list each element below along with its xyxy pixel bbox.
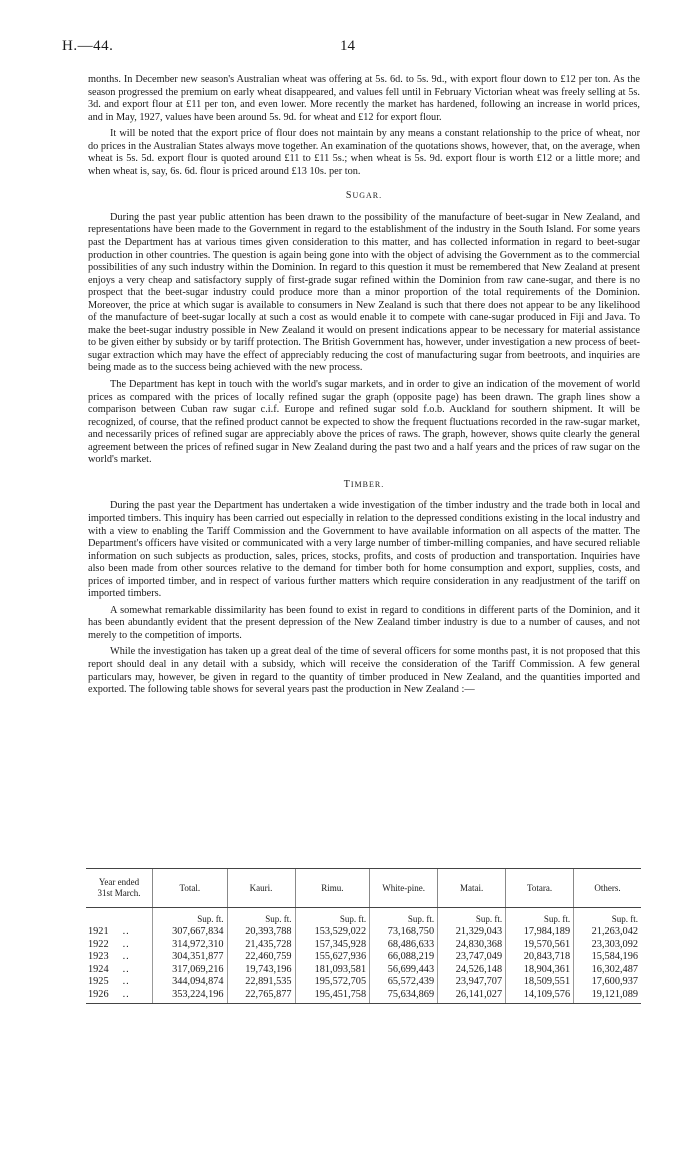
total-cell: 304,351,877 [153,951,228,964]
others-cell: 15,584,196 [574,951,641,964]
unit-label: Sup. ft. [227,908,295,927]
year-cell: 1922 [88,938,109,950]
table-row: 1924 .. 317,069,216 19,743,196 181,093,581 56,699,443 24,526,148 18,904,361 16,302,487 [86,964,641,977]
header-total: Total. [153,869,228,908]
totara-cell: 18,509,551 [506,976,574,989]
units-row [86,908,641,927]
others-cell: 17,600,937 [574,976,641,989]
unit-label: Sup. ft. [370,908,438,927]
totara-cell: 19,570,561 [506,939,574,952]
total-cell: 314,972,310 [153,939,228,952]
header-others: Others. [574,869,641,908]
white-pine-cell: 66,088,219 [370,951,438,964]
table-row: 1925 .. 344,094,874 22,891,535 195,572,705 65,572,439 23,947,707 18,509,551 17,600,937 [86,976,641,989]
year-cell: 1925 [88,976,109,987]
kauri-cell: 19,743,196 [227,964,295,977]
unit-label: Sup. ft. [153,908,228,927]
report-body [88,74,640,701]
total-cell: 317,069,216 [153,964,228,977]
rimu-cell: 181,093,581 [295,964,370,977]
section-title-sugar: SUGAR. [345,190,383,202]
header-totara: Totara. [506,869,574,908]
others-cell: 23,303,092 [574,939,641,952]
matai-cell: 24,526,148 [438,964,506,977]
rimu-cell: 195,572,705 [295,976,370,989]
table-header-row [86,869,641,908]
page-number: 14 [340,38,355,54]
year-cell: 1926 [88,988,109,1000]
table-row: 1926 .. 353,224,196 22,765,877 195,451,758 75,634,869 26,141,027 14,109,576 19,121,089 [86,989,641,1004]
total-cell: 307,667,834 [153,926,228,939]
unit-label: Sup. ft. [295,908,370,927]
kauri-cell: 22,460,759 [227,951,295,964]
matai-cell: 23,747,049 [438,951,506,964]
paragraph-sugar-markets: The Department has kept in touch with the world's sugar markets, and in order to give an indication of the movement of world prices as compared with the prices of locally refined sugar the graph (opposite page) has been drawn. The graph lines show a comparison between Cuban raw sugar c.i.f. Europe and refined sugar sold f.o.b. Auckland for southern shipment. It will be recognized, of course, that the refined product cannot be expected to show the frequent fluctuations recorded in the raw-sugar market, and necessarily prices of refined sugar are appreciably above the prices of raws. The graph, however, shows quite clearly the general agreement between the prices of refined sugar in New Zealand during the past two and a half years and the prices of raw sugar on the world's market. [88,379,640,466]
rimu-cell: 153,529,022 [295,926,370,939]
section-title-timber: TIMBER. [343,478,385,490]
paragraph-wheat-prices: months. In December new season's Australian wheat was offering at 5s. 6d. to 5s. 9d., with export flour down to £12 per ton. As the season progressed the premium on early wheat disappeared, and values fell until in February Victorian wheat was freely selling at 5s. 3d. and export flour at £11 per ton, and even lower. More recently the market has hardened, following an increase in world prices, and in May, 1927, values have been around 5s. 9d. for wheat and £12 for export flour. [88,74,640,123]
others-cell: 16,302,487 [574,964,641,977]
matai-cell: 21,329,043 [438,926,506,939]
white-pine-cell: 68,486,633 [370,939,438,952]
white-pine-cell: 75,634,869 [370,989,438,1004]
year-cell: 1924 [88,963,109,975]
header-matai: Matai. [438,869,506,908]
matai-cell: 26,141,027 [438,989,506,1004]
header-year: Year ended 31st March. [86,869,153,908]
others-cell: 21,263,042 [574,926,641,939]
rimu-cell: 195,451,758 [295,989,370,1004]
table-row: 1923 .. 304,351,877 22,460,759 155,627,936 66,088,219 23,747,049 20,843,718 15,584,196 [86,951,641,964]
rimu-cell: 155,627,936 [295,951,370,964]
white-pine-cell: 73,168,750 [370,926,438,939]
total-cell: 353,224,196 [153,989,228,1004]
header-kauri: Kauri. [227,869,295,908]
year-cell: 1923 [88,951,109,962]
white-pine-cell: 65,572,439 [370,976,438,989]
header-white-pine: White-pine. [370,869,438,908]
matai-cell: 24,830,368 [438,939,506,952]
timber-production-table [86,868,641,1004]
paragraph-sugar-beet: During the past year public attention has been drawn to the possibility of the manufacture of beet-sugar in New Zealand, and representations have been made to the Government in regard to the establishment of the industry in the South Island. For some years past the Department has at various times given consideration to this matter, and has collected information in regard to beet-sugar production in other countries. The question is again being gone into with the object of advising the Government as to the commercial possibilities of any such industry within the Dominion. In regard to this question it must be remembered that New Zealand at present enjoys a very cheap and satisfactory supply of first-grade sugar refined within the Dominion from raw cane-sugar, and there is no prospect that the beet-sugar industry could produce more than a minor proportion of the total requirements of the Dominion. Moreover, the price at which sugar is available to consumers in New Zealand is such that there does not appear to be any likelihood of the manufacture of beet-sugar locally at such a cost as would enable it to compete with cane-sugar produced in Fiji and Java. To make the beet-sugar industry possible in New Zealand it would on present indications appear to be necessary for material assistance to be given either by subsidy or by tariff protection. The British Government has, however, under investigation a new process of beet-sugar extraction which may have the effect of appreciably reducing the cost of manufacturing sugar from beetroots, and inquiries are being made as to the success being achieved with the new process. [88,211,640,374]
year-cell: 1921 [88,926,109,937]
header-rimu: Rimu. [295,869,370,908]
page-header [62,38,642,62]
paragraph-timber-dissimilarity: A somewhat remarkable dissimilarity has been found to exist in regard to conditions in different parts of the Dominion, and it has been abundantly evident that the present depression of the New Zealand timber industry is due to a number of causes, and not merely to the competition of imports. [88,604,640,641]
paragraph-timber-investigation: During the past year the Department has undertaken a wide investigation of the timber industry and the trade both in local and imported timbers. This inquiry has been carried out especially in relation to the depressed conditions existing in the local industry and with a view to enabling the Tariff Commission and the Government to have available information on all aspects of the matter. The Department's officers have visited or communicated with a very large number of timber-milling companies, and have secured reliable information on such subjects as production, sales, prices, stocks, profits, and costs of production and transportation. Inquiries have also been made from other sources relative to the demand for timber both for home consumption and export, supplies, costs, and prices of imported timber, and in respect of various further matters which require consideration in any readjustment of the tariff on imported timbers. [88,500,640,600]
kauri-cell: 22,891,535 [227,976,295,989]
totara-cell: 14,109,576 [506,989,574,1004]
rimu-cell: 157,345,928 [295,939,370,952]
table-row: 1921 .. 307,667,834 20,393,788 153,529,022 73,168,750 21,329,043 17,984,189 21,263,042 [86,926,641,939]
unit-label: Sup. ft. [574,908,641,927]
kauri-cell: 21,435,728 [227,939,295,952]
kauri-cell: 20,393,788 [227,926,295,939]
total-cell: 344,094,874 [153,976,228,989]
unit-label: Sup. ft. [438,908,506,927]
paragraph-timber-table-intro: While the investigation has taken up a great deal of the time of several officers for some months past, it is not proposed that this report should deal in any detail with a subsidy, which will receive the consideration of the Tariff Commission. A few general particulars may, however, be given in regard to the quantity of timber produced in New Zealand, and the quantities imported and exported. The following table shows for several years past the production in New Zealand :— [88,646,640,696]
document-reference: H.—44. [62,38,114,54]
kauri-cell: 22,765,877 [227,989,295,1004]
matai-cell: 23,947,707 [438,976,506,989]
totara-cell: 17,984,189 [506,926,574,939]
totara-cell: 18,904,361 [506,964,574,977]
table-row: 1922 .. 314,972,310 21,435,728 157,345,928 68,486,633 24,830,368 19,570,561 23,303,092 [86,939,641,952]
unit-label: Sup. ft. [506,908,574,927]
others-cell: 19,121,089 [574,989,641,1004]
white-pine-cell: 56,699,443 [370,964,438,977]
paragraph-flour-relationship: It will be noted that the export price of flour does not maintain by any means a constant relationship to the price of wheat, nor do prices in the Australian States always move together. An examination of the quotations shows, however, that, on the average, when wheat is 5s. 5d. export flour is quoted around £11 to £11 5s.; when wheat is 5s. 9d. export flour is worth £12 or a little more; and when wheat is, say, 6s. 6d. flour is priced around £13 10s. per ton. [88,128,640,177]
totara-cell: 20,843,718 [506,951,574,964]
